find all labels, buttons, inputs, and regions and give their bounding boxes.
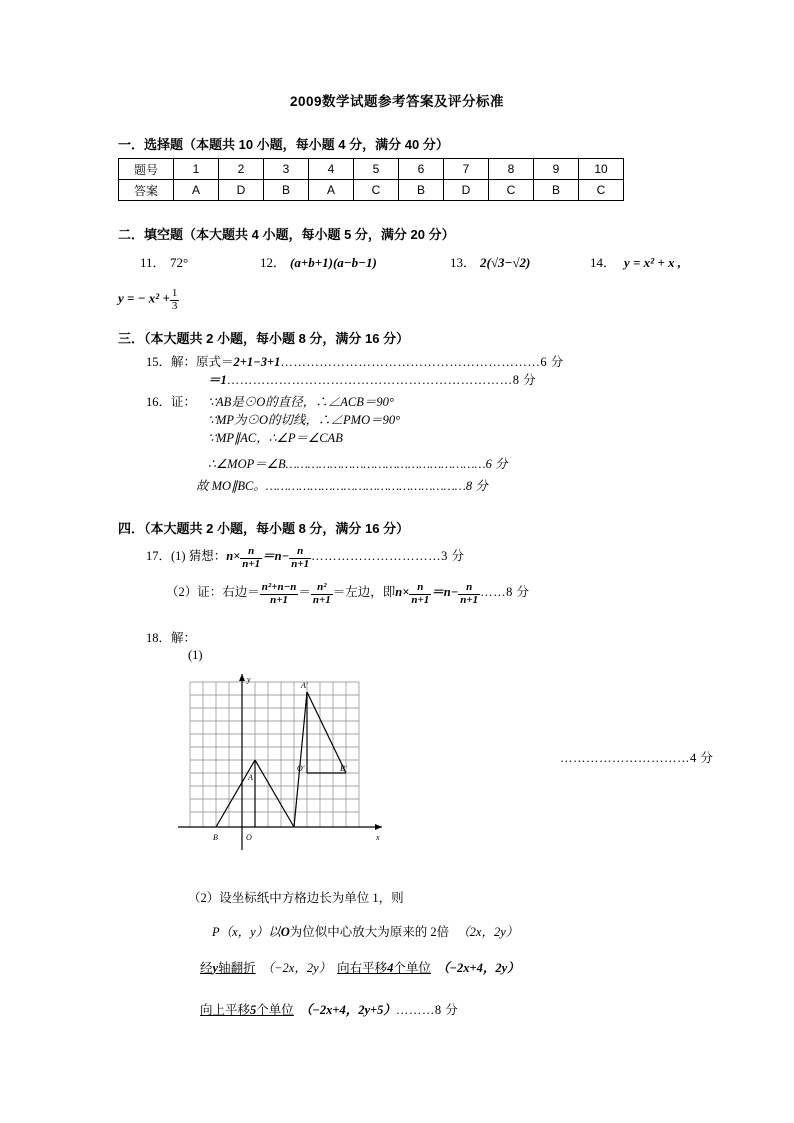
q18-line-c [200, 1000, 458, 1018]
table-header-cell: 题号 [119, 159, 174, 180]
q17-fraction-2: $\frac{n}{n+1}$ [291, 545, 310, 570]
item-13-value: 2(√3−√2) [480, 255, 531, 270]
item-14-value: y = x² + x , [624, 255, 681, 270]
q18-line-a-prefix: P（x，y）以 [212, 925, 281, 939]
section-3-heading: 三．（本大题共 2 小题，每小题 8 分，满分 16 分） [118, 331, 410, 346]
answer-table [118, 158, 624, 201]
q15-line1 [146, 352, 564, 370]
table-cell: 4 [309, 159, 354, 180]
q15-line1-prefix: 原式＝ [196, 355, 234, 369]
table-cell: 6 [399, 159, 444, 180]
q18-line-b [200, 958, 520, 976]
q15-line2-expr: ＝1 [208, 373, 227, 387]
q17-expr-eq2: ＝n− [431, 585, 459, 599]
axis-label-x: x [376, 833, 380, 842]
q18-line-c-count: 5 [250, 1003, 257, 1017]
point-label-b: B [213, 833, 218, 842]
page-title: 2009数学试题参考答案及评分标准 [289, 94, 505, 109]
item-11-value: 72° [170, 255, 189, 270]
q18-line-a-coord: （2x，2y） [457, 925, 519, 939]
q18-sub1-dots: …………………………4 分 [560, 751, 714, 765]
item-13-number: 13． [450, 255, 477, 270]
q15-line2-dots: …………………………………………………………8 分 [226, 373, 537, 387]
q18-sub2: （2）设坐标纸中方格边长为单位 1，则 [188, 891, 404, 905]
section-4-heading: 四．（本大题共 2 小题，每小题 8 分，满分 16 分） [118, 521, 410, 536]
q17-expr-n: n [226, 549, 234, 563]
q16-line-2: ∵MP为⊙O的切线，∴∠PMO＝90° [208, 413, 401, 427]
q18-sub1: (1) [188, 648, 203, 662]
point-label-a-prime: A′ [301, 681, 308, 690]
table-cell: 2 [219, 159, 264, 180]
point-label-b-prime: B′ [340, 764, 347, 773]
table-cell: B [264, 180, 309, 201]
item-14-number: 14． [590, 255, 617, 270]
q18-line-c-prefix: 向上平移 [200, 1003, 251, 1017]
q18-line-c-dots: ………8 分 [395, 1003, 459, 1017]
table-cell: 10 [579, 159, 624, 180]
q18-line-c-coord: （−2x+4，2y+5） [299, 1003, 396, 1017]
fill-in-answers-row [140, 252, 760, 271]
q18-line-a [212, 922, 518, 940]
q18-line-b-mid2: 向右平移 [337, 961, 388, 975]
table-cell: B [534, 180, 579, 201]
q17-label: 17．(1) 猜想： [146, 549, 227, 563]
q17-line2 [166, 582, 530, 606]
table-row-numbers [119, 159, 624, 180]
table-cell: D [219, 180, 264, 201]
q17-fraction-1: $\frac{n}{n+1}$ [242, 545, 261, 570]
item-11-number: 11． [140, 255, 166, 270]
q18-line-b-prefix: 经 [200, 961, 213, 975]
table-cell: 7 [444, 159, 489, 180]
item-12-number: 12． [260, 255, 287, 270]
q16-label: 16．证： [146, 395, 197, 409]
table-cell: C [489, 180, 534, 201]
q18-line-b-coord2: （−2x+4，2y） [436, 961, 520, 975]
table-cell: C [354, 180, 399, 201]
section-1-heading: 一．选择题（本题共 10 小题，每小题 4 分，满分 40 分） [118, 137, 449, 152]
q17-part2-mid: ＝ [298, 585, 311, 599]
q18-line-a-mid: 为位似中心放大为原来的 2倍 [289, 925, 450, 939]
q18-line-b-axis: y [212, 961, 219, 975]
fraction-one-third: $\frac{1}{3}$ [171, 287, 178, 312]
q18-line-a-origin: O [280, 925, 290, 939]
q17-line1 [146, 546, 464, 570]
q18-line-b-count: 4 [387, 961, 394, 975]
point-label-a: A [248, 773, 253, 782]
q16-line-5: 故 MO∥BC。………………………………………………8 分 [196, 479, 488, 493]
q16-line-3: ∵MP∥AC，∴∠P＝∠CAB [208, 431, 343, 445]
item-14-continued-text: y = − x² + [118, 290, 170, 306]
q17-fraction-4: $\frac{\text{n²}}{n+1}$ [312, 581, 331, 606]
table-cell: B [399, 180, 444, 201]
section-2-heading: 二．填空题（本大题共 4 小题，每小题 5 分，满分 20 分） [118, 227, 455, 242]
table-cell: A [174, 180, 219, 201]
q17-expr-times: × [233, 549, 241, 563]
table-cell: 9 [534, 159, 579, 180]
axis-label-y: y [247, 675, 251, 684]
coordinate-graph [170, 672, 400, 862]
q18-line-b-mid: 轴翻折 [218, 961, 256, 975]
table-cell: D [444, 180, 489, 201]
q16-line-1: ∵AB是⊙O的直径，∴∠ACB＝90° [208, 395, 394, 409]
q17-dots: …………………………3 分 [311, 549, 465, 563]
q17-part2-dots: ……8 分 [480, 585, 530, 599]
q15-line1-dots: ……………………………………………………6 分 [280, 355, 564, 369]
q15-line1-expr: 2+1−3+1 [233, 355, 281, 369]
q17-part2-eq: ＝左边，即 [332, 585, 396, 599]
table-header-cell: 答案 [119, 180, 174, 201]
q16-line-4: ∴∠MOP＝∠B………………………………………………6 分 [208, 457, 508, 471]
table-cell: 1 [174, 159, 219, 180]
table-cell: C [579, 180, 624, 201]
table-cell: A [309, 180, 354, 201]
q15-line2 [208, 370, 536, 388]
q17-fraction-6: $\frac{n}{n+1}$ [460, 581, 479, 606]
q17-fraction-3: $\frac{\text{n²+n−n}}{n+1}$ [261, 581, 297, 606]
q17-part2-label: （2）证：右边＝ [166, 585, 260, 599]
table-cell: 5 [354, 159, 399, 180]
point-label-o-prime: O′ [297, 764, 305, 773]
q18-line-b-coord1: （−2x，2y） [261, 961, 332, 975]
q15-label: 15．解： [146, 355, 197, 369]
q17-fraction-5: $\frac{n}{n+1}$ [411, 581, 430, 606]
q17-expr-eq: ＝n− [262, 549, 290, 563]
table-row-answers [119, 180, 624, 201]
table-cell: 3 [264, 159, 309, 180]
item-14-continued [118, 288, 179, 312]
table-cell: 8 [489, 159, 534, 180]
q18-line-b-mid3: 个单位 [393, 961, 431, 975]
q18-label: 18．解： [146, 631, 197, 645]
q18-line-c-mid: 个单位 [256, 1003, 294, 1017]
item-12-value: (a+b+1)(a−b−1) [290, 255, 377, 270]
point-label-o: O [246, 833, 252, 842]
q17-expr-n2: n× [395, 585, 410, 599]
